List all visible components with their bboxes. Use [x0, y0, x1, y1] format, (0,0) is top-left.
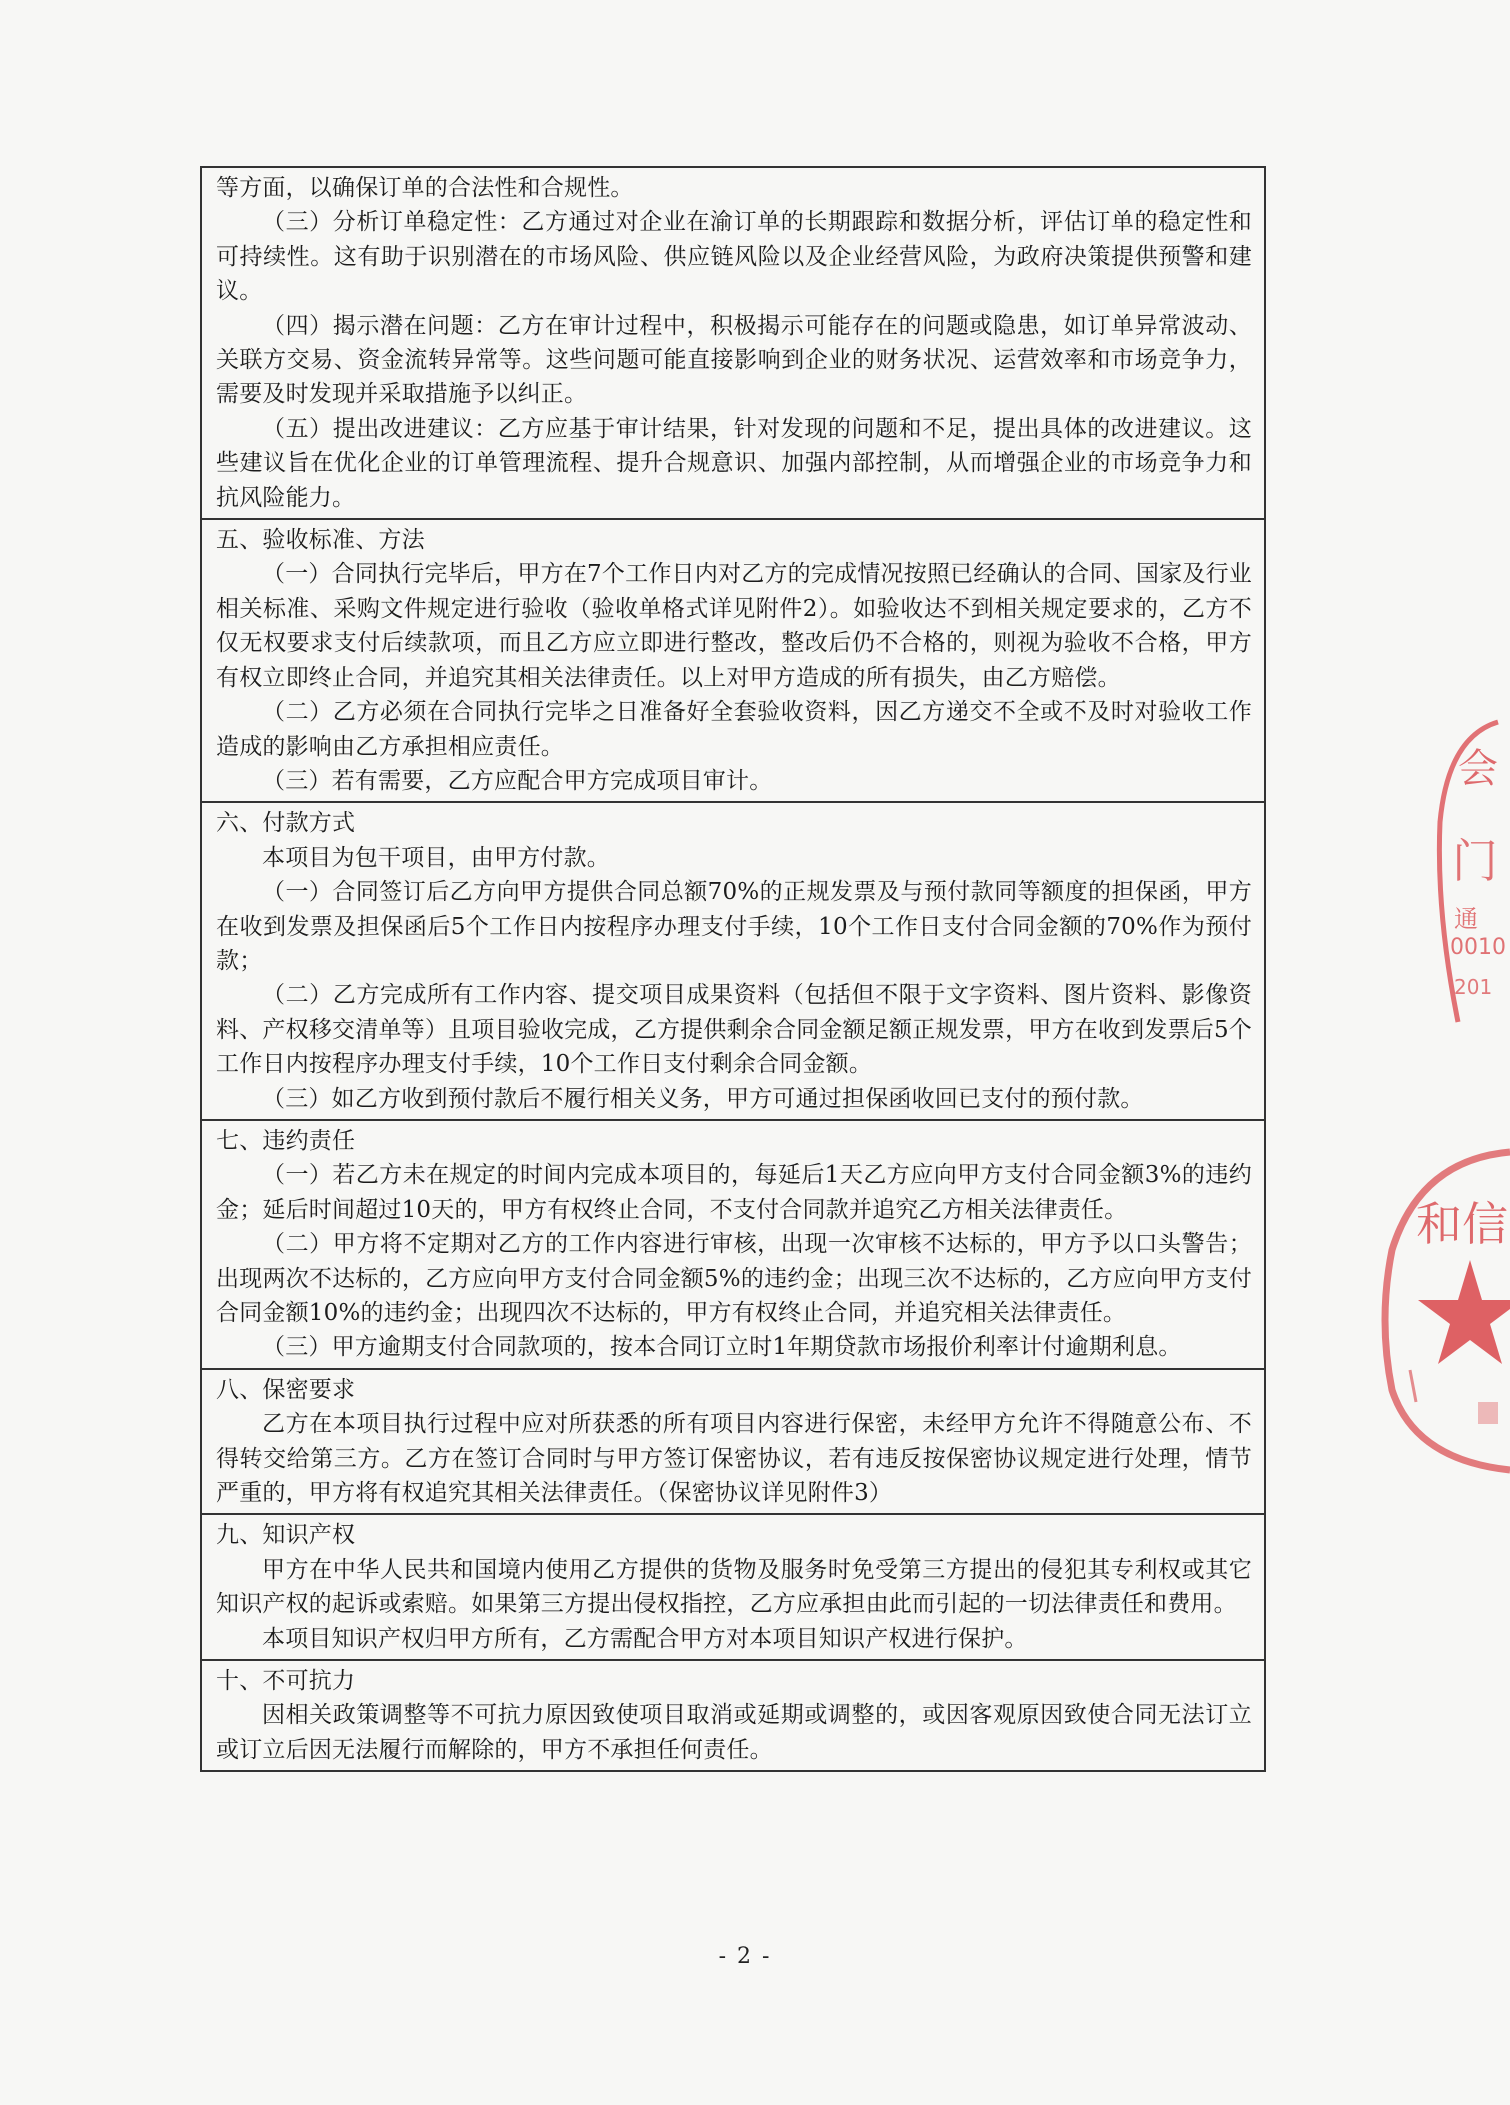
paragraph: （三）分析订单稳定性：乙方通过对企业在渝订单的长期跟踪和数据分析，评估订单的稳定性和可持续性。这有助于识别潜在的市场风险、供应链风险以及企业经营风险，为政府决策提供预警和建议。 — [216, 209, 1252, 305]
section-ip — [202, 1513, 1264, 1659]
paragraph: （三）甲方逾期支付合同款项的，按本合同订立时1年期贷款市场报价利率计付逾期利息。 — [262, 1334, 1182, 1361]
svg-text:门: 门 — [1452, 834, 1498, 888]
svg-text:通: 通 — [1454, 905, 1478, 933]
section-heading: 八、保密要求 — [216, 1376, 356, 1403]
paragraph: （一）若乙方未在规定的时间内完成本项目的，每延后1天乙方应向甲方支付合同金额3%的违约金；延后时间超过10天的，甲方有权终止合同，不支付合同款并追究乙方相关法律责任。 — [216, 1162, 1252, 1223]
contract-table — [200, 166, 1266, 1772]
svg-text:会: 会 — [1458, 746, 1498, 792]
paragraph: 甲方在中华人民共和国境内使用乙方提供的货物及服务时免受第三方提出的侵犯其专利权或其它知识产权的起诉或索赔。如果第三方提出侵权指控，乙方应承担由此而引起的一切法律责任和费用。 — [216, 1556, 1252, 1618]
paragraph: （一）合同执行完毕后，甲方在7个工作日内对乙方的完成情况按照已经确认的合同、国家及行业相关标准、采购文件规定进行验收（验收单格式详见附件2）。如验收达不到相关规定要求的，乙方不仅无权要求支付后续款项，而且乙方应立即进行整改，整改后仍不合格的，则视为验收不合格，甲方有权立即终止合同，并追究其相关法律责任。以上对甲方造成的所有损失，由乙方赔偿。 — [216, 561, 1252, 691]
paragraph: 本项目知识产权归甲方所有，乙方需配合甲方对本项目知识产权进行保护。 — [262, 1625, 1028, 1652]
paragraph: （二）乙方必须在合同执行完毕之日准备好全套验收资料，因乙方递交不全或不及时对验收工作造成的影响由乙方承担相应责任。 — [216, 699, 1252, 760]
paragraph: （三）若有需要，乙方应配合甲方完成项目审计。 — [262, 767, 773, 794]
paragraph: （二）甲方将不定期对乙方的工作内容进行审核，出现一次审核不达标的，甲方予以口头警告；出现两次不达标的，乙方应向甲方支付合同金额5%的违约金；出现三次不达标的，乙方应向甲方支付合同金额10%的违约金；出现四次不达标的，甲方有权终止合同，并追究相关法律责任。 — [216, 1231, 1252, 1326]
section-heading: 五、验收标准、方法 — [216, 527, 425, 554]
section-acceptance — [202, 518, 1264, 801]
section-heading: 十、不可抗力 — [216, 1668, 356, 1695]
paragraph: 因相关政策调整等不可抗力原因致使项目取消或延期或调整的，或因客观原因致使合同无法订立或订立后因无法履行而解除的，甲方不承担任何责任。 — [216, 1702, 1252, 1763]
seal-stamp-fragment-top — [1428, 712, 1508, 1042]
paragraph: （二）乙方完成所有工作内容、提交项目成果资料（包括但不限于文字资料、图片资料、影像资料、产权移交清单等）且项目验收完成，乙方提供剩余合同金额足额正规发票，甲方在收到发票后5个工作日内按程序办理支付手续，10个工作日支付剩余合同金额。 — [216, 982, 1252, 1078]
paragraph: （一）合同签订后乙方向甲方提供合同总额70%的正规发票及与预付款同等额度的担保函，甲方在收到发票及担保函后5个工作日内按程序办理支付手续，10个工作日支付合同金额的70%作为预付款； — [216, 879, 1252, 974]
page-number: - 2 - — [718, 1944, 772, 1969]
svg-text:和信: 和信 — [1416, 1197, 1508, 1251]
paragraph: 本项目为包干项目，由甲方付款。 — [262, 844, 610, 871]
section-heading: 七、违约责任 — [216, 1127, 356, 1154]
seal-stamp-fragment-bottom — [1370, 1140, 1510, 1480]
section-payment — [202, 801, 1264, 1119]
section-heading: 九、知识产权 — [216, 1522, 356, 1549]
paragraph: 乙方在本项目执行过程中应对所获悉的所有项目内容进行保密，未经甲方允许不得随意公布、不得转交给第三方。乙方在签订合同时与甲方签订保密协议，若有违反按保密协议规定进行处理，情节严重的，甲方将有权追究其相关法律责任。（保密协议详见附件3） — [216, 1411, 1252, 1507]
paragraph: （五）提出改进建议：乙方应基于审计结果，针对发现的问题和不足，提出具体的改进建议。这些建议旨在优化企业的订单管理流程、提升合规意识、加强内部控制，从而增强企业的市场竞争力和抗风险能力。 — [216, 415, 1252, 511]
paragraph: （三）如乙方收到预付款后不履行相关义务，甲方可通过担保函收回已支付的预付款。 — [262, 1085, 1144, 1112]
section-liability — [202, 1119, 1264, 1368]
section-audit-content — [202, 168, 1264, 518]
paragraph: （四）揭示潜在问题：乙方在审计过程中，积极揭示可能存在的问题或隐患，如订单异常波动、关联方交易、资金流转异常等。这些问题可能直接影响到企业的财务状况、运营效率和市场竞争力，需要及时发现并采取措施予以纠正。 — [216, 312, 1252, 408]
section-confidentiality — [202, 1368, 1264, 1514]
svg-text:0010: 0010 — [1450, 935, 1506, 960]
svg-text:201: 201 — [1454, 975, 1493, 999]
section-force-majeure — [202, 1659, 1264, 1770]
section-heading: 六、付款方式 — [216, 810, 356, 837]
paragraph: 等方面，以确保订单的合法性和合规性。 — [216, 175, 634, 201]
